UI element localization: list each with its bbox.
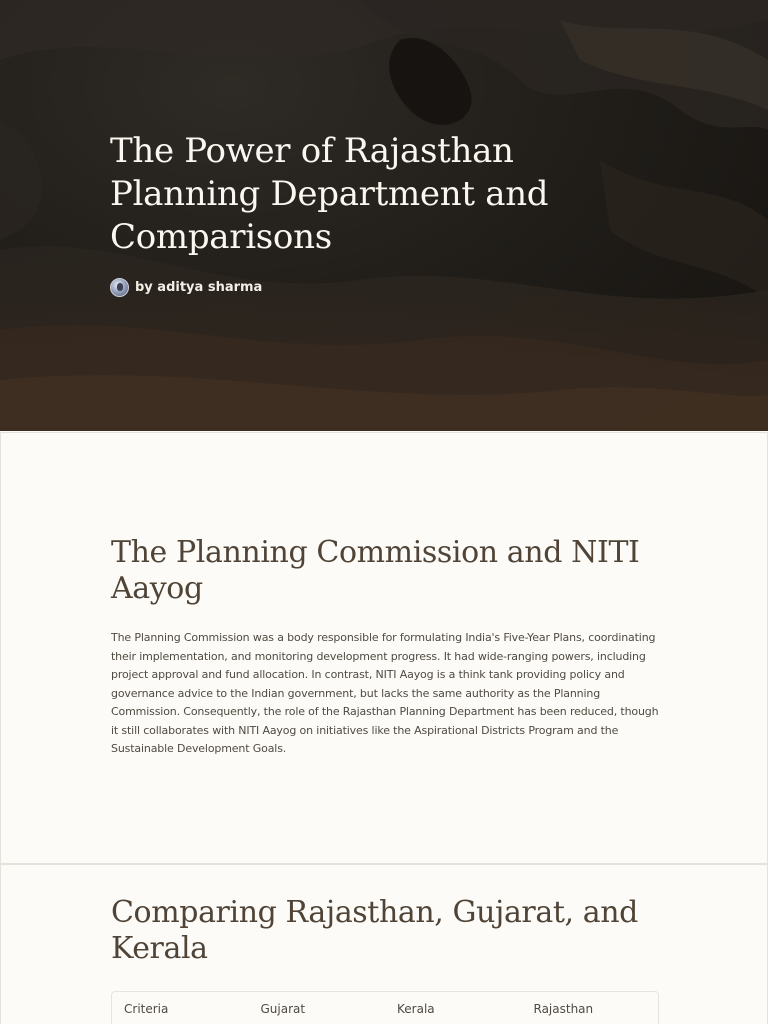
table-header-gujarat: Gujarat [260, 1002, 306, 1016]
hero-title: The Power of Rajasthan Planning Department and Comparisons [110, 131, 549, 257]
hero-banner [0, 0, 768, 431]
section-planning-commission [0, 432, 768, 864]
comparison-table [111, 991, 659, 1024]
table-header-rajasthan: Rajasthan [533, 1002, 594, 1016]
table-header-row [112, 992, 658, 1016]
section-heading: The Planning Commission and NITI Aayog [111, 535, 640, 606]
table-header-criteria: Criteria [124, 1002, 169, 1016]
author-byline [110, 278, 262, 297]
table-header-kerala: Kerala [397, 1002, 435, 1016]
avatar [110, 278, 129, 297]
author-name: by aditya sharma [135, 280, 263, 295]
section-body: The Planning Commission was a body responsible for formulating India's Five-Year Plans, coordinating their implementation, and monitoring development progress. It had wide-ranging powers, including project approval and fund allocation. In contrast, NITI Aayog is a think tank providing policy and governance advice to the Indian government, but lacks the same authority as the Planning Commission. Consequently, the role of the Rajasthan Planning Department has been reduced, though it still collaborates with NITI Aayog on initiatives like the Aspirational Districts Program and the Sustainable Development Goals. [111, 631, 659, 755]
section-comparison [0, 864, 768, 1024]
section-heading: Comparing Rajasthan, Gujarat, and Kerala [111, 895, 638, 966]
